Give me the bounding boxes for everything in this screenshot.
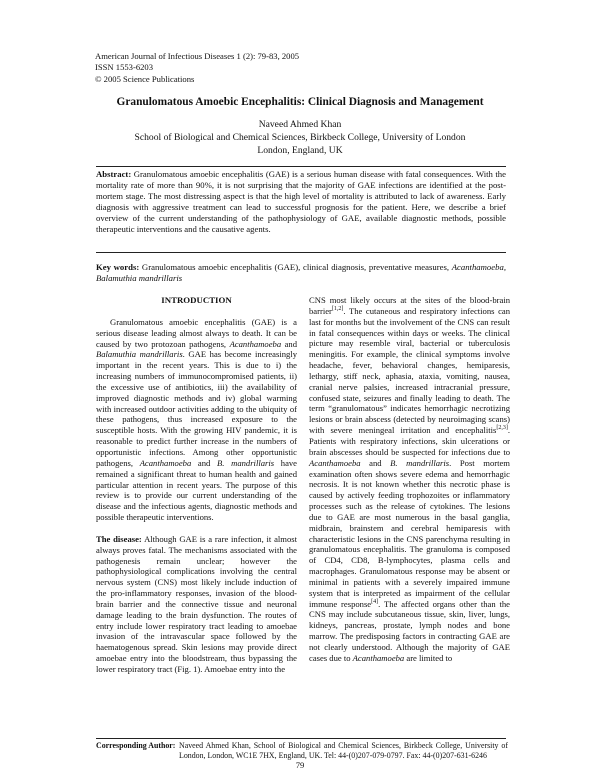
article-title: Granulomatous Amoebic Encephalitis: Clinical Diagnosis and Management	[116, 96, 484, 108]
citation-ref-2: [2,3]	[496, 425, 508, 432]
intro-italic-1: Acanthamoeba	[229, 338, 282, 349]
section-heading-introduction: INTRODUCTION	[161, 295, 232, 305]
disease-text: Although GAE is a rare infection, it almost always proves fatal. The mechanisms associated with the pathogenesis remain unclear; however the pathophysiological complications involving the central nervous system (CNS) most likely include induction of the pro-inflammatory responses, invasion of the blood-brain barrier and the connective tissue and neuronal damage leading to the brain dysfunction. The routes of entry include lower respiratory tract leading to amoebae invasion of the intravascular space followed by the haematogenous spread. Skin lesions may provide direct amoebae entry into the bloodstream, thus bypassing the lower respiratory tract (Fig. 1). Amoebae entry into the	[96, 533, 297, 674]
disease-label: The disease:	[96, 533, 142, 544]
footer-rule	[96, 738, 506, 739]
rc-text-6: . The affected organs other than the CNS may include subcutaneous tissue, skin, liver, lungs, kidneys, pancreas, prostate, lymph nodes and bone marrow. The predisposing factors in contracting GAE are not clearly understood. Although the majority of GAE cases due to	[309, 598, 510, 663]
page-number: 79	[295, 760, 305, 770]
author-name: Naveed Ahmed Khan	[258, 119, 342, 130]
abstract	[96, 169, 506, 234]
corresponding-author-text: Naveed Ahmed Khan, School of Biological and Chemical Sciences, Birkbeck College, University of London, London, WC1E 7HX, England, UK. Tel: 44-(0)207-079-0797. Fax: 44-(0)207-631-6246	[179, 741, 508, 760]
journal-copyright: © 2005 Science Publications	[95, 73, 195, 84]
intro-text-4: and	[191, 457, 218, 468]
rc-text-7: are limited to	[404, 652, 453, 663]
journal-issn: ISSN 1553-6203	[95, 62, 154, 73]
intro-italic-3: Acanthamoeba	[139, 457, 192, 468]
paragraph-gap	[96, 523, 297, 534]
intro-text-2: and	[281, 338, 297, 349]
abstract-text: Granulomatous amoebic encephalitis (GAE) is a serious human disease with fatal consequences. With the mortality rate of more than 90%, it is not surprising that the majority of GAE infections are identified at the post-mortem stage. The most distressing aspect is that the high level of mortality is attributed to lack of awareness. Early diagnosis with aggressive treatment can lead to successful prognosis for the patient. Here, we describe a brief overview of the current understanding of the pathophysiology of GAE, available diagnostic methods, possible therapeutic interventions and the causative agents.	[96, 169, 507, 234]
citation-ref-1: [1,2]	[331, 305, 344, 312]
rc-italic-2: B. mandrillaris	[390, 457, 450, 468]
author-affiliation-line2: London, England, UK	[257, 145, 343, 157]
intro-italic-4: B. mandrillaris	[217, 457, 275, 468]
author-affiliation-line1: School of Biological and Chemical Sciences, Birkbeck College, University of London	[134, 132, 466, 144]
abstract-label: Abstract:	[96, 169, 132, 179]
left-column	[96, 295, 297, 675]
rc-text-2: . The cutaneous and respiratory infections can last for months but the involvement of the CNS can result in fatal consequences within days or weeks. The clinical picture may resemble viral, bacterial or tuberculosis meningitis. For example, the clinical symptoms involve headache, fever, behavioral changes, hemiparesis, lethargy, stiff neck, aphasia, ataxia, vomiting, nausea, cranial nerve palsies, increased intracranial pressure, confused state, seizures and finally leading to death. The term “granulomatous” indicates hemorrhagic necrotizing lesions or brain abscess (detected by neuroimaging scans) with severe meningeal irritation and encephalitis	[309, 305, 510, 436]
intro-text-3: . GAE has become increasingly important in the recent years. This is due to i) the increasing numbers of immunocompromised patients, ii) the excessive use of antibiotics, iii) the availability of improved diagnostic methods and iv) global warming with increased outdoor activities adding to the ubiquity of these pathogens, thus increased exposure to the susceptible hosts. With the growing HIV pandemic, it is reasonable to predict further increase in the numbers of opportunistic infections. Among other opportunistic pathogens,	[96, 349, 297, 468]
keywords	[96, 262, 506, 284]
journal-header	[95, 51, 299, 85]
rc-text-1: CNS most likely occurs at the sites of the blood-brain barrier	[309, 295, 510, 316]
keywords-italic: Acanthamoeba, Balamuthia mandrillaris	[96, 262, 506, 283]
rc-text-3: . Patients with respiratory infections, skin ulcerations or brain abscesses should be suspected for infections due to	[309, 425, 510, 457]
right-column-paragraph	[309, 295, 510, 664]
keywords-label: Key words:	[96, 262, 140, 272]
introduction-paragraph	[96, 317, 297, 523]
keywords-text: Granulomatous amoebic encephalitis (GAE), clinical diagnosis, preventative measures,	[141, 262, 450, 272]
citation-ref-3: [4]	[371, 598, 379, 605]
rc-text-5: . Post mortem examination often shows severe edema and hemorrhagic necrosis. It is not known whether this necrotic phase is caused by actively feeding trophozoites or inflammatory processes such as the release of cytokines. The lesions due to GAE are most numerous in the basal ganglia, midbrain, brainstem and cerebral hemiparesis with characteristic lesions in the CNS parenchyma resulting in granulomatous encephalitis. The granuloma is composed of CD4, CD8, B-lymphocytes, plasma cells and macrophages. Granulomatous response may be absent or minimal in patients with a severely impaired immune system that is interpreted as impairment of the cellular immune response	[309, 457, 510, 609]
disease-paragraph	[96, 534, 297, 675]
intro-italic-2: Balamuthia mandrillaris	[96, 349, 183, 360]
intro-text-5: have remained a significant threat to human health and gained particular attention in recent years. The purpose of this review is to provide our current understanding of the disease and the infectious agents, diagnostic methods and possible therapeutic interventions.	[96, 457, 297, 523]
rc-italic-1: Acanthamoeba	[309, 457, 361, 468]
journal-citation: American Journal of Infectious Diseases 1 (2): 79-83, 2005	[95, 51, 300, 61]
author-block	[0, 118, 600, 158]
rc-text-4: and	[360, 457, 391, 468]
corresponding-author-label: Corresponding Author:	[96, 741, 176, 750]
intro-text-1: Granulomatous amoebic encephalitis (GAE) is a serious disease leading almost always to death. It can be caused by two protozoan pathogens,	[96, 316, 297, 349]
rc-italic-3: Acanthamoeba	[352, 652, 405, 663]
right-column	[309, 295, 510, 664]
